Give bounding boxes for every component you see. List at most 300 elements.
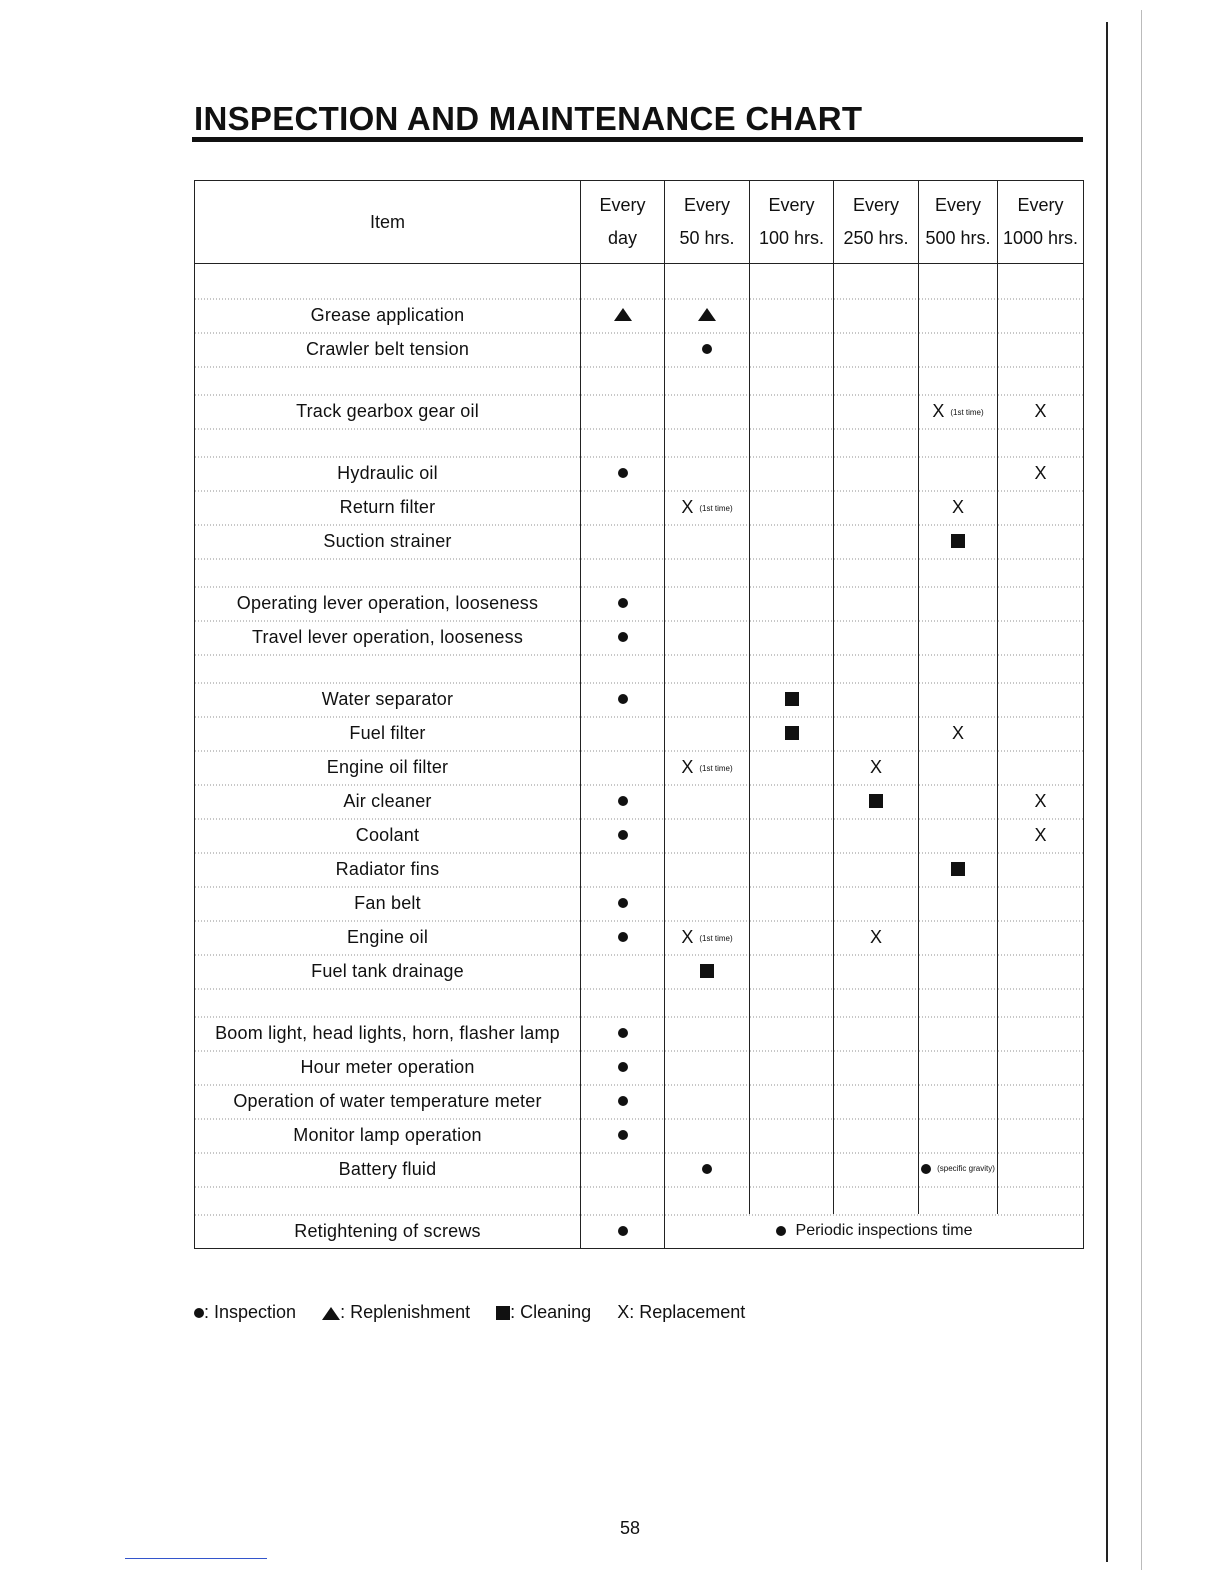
cell-col-3 [834, 818, 919, 852]
cell-col-5 [998, 682, 1084, 716]
mark-replacement [681, 756, 733, 777]
cell-col-4 [919, 490, 998, 524]
mark-inspection [618, 1058, 628, 1075]
cell-col-3 [834, 620, 919, 654]
header-every-1000: Every 1000 hrs. [998, 181, 1084, 264]
item-label: Track gearbox gear oil [195, 394, 581, 428]
replacement-x-mark: X [951, 722, 964, 743]
cell-col-1 [665, 298, 750, 332]
cell-col-4 [919, 920, 998, 954]
cell-col-2 [750, 784, 834, 818]
cell-col-5 [998, 366, 1084, 394]
table-row [195, 1118, 1084, 1152]
cell-col-4 [919, 1084, 998, 1118]
cell-col-0 [581, 886, 665, 920]
cell-col-4 [919, 558, 998, 586]
legend-label: : Replenishment [340, 1302, 471, 1322]
item-label: Engine oil filter [195, 750, 581, 784]
header-every-day: Every day [581, 181, 665, 264]
cell-col-1 [665, 394, 750, 428]
cell-col-2 [750, 332, 834, 366]
cell-col-0 [581, 750, 665, 784]
cell-col-5 [998, 654, 1084, 682]
cell-col-1 [665, 1016, 750, 1050]
mark-inspection [618, 594, 628, 611]
cell-col-1 [665, 750, 750, 784]
mark-inspection [194, 1302, 204, 1322]
gap-row [195, 264, 1084, 299]
cell-col-0 [581, 332, 665, 366]
cell-col-5 [998, 1016, 1084, 1050]
cell-col-1 [665, 366, 750, 394]
table-row [195, 1016, 1084, 1050]
replenishment-triangle-icon [614, 308, 632, 321]
mark-inspection [618, 1126, 628, 1143]
cell-col-0 [581, 988, 665, 1016]
cell-col-2 [750, 1152, 834, 1186]
item-label: Battery fluid [195, 1152, 581, 1186]
cell-col-5 [998, 1152, 1084, 1186]
replacement-x-mark: X [1034, 824, 1047, 845]
cell-col-2 [750, 1084, 834, 1118]
cell-col-5 [998, 852, 1084, 886]
item-label [195, 654, 581, 682]
cell-col-3 [834, 586, 919, 620]
item-label [195, 988, 581, 1016]
cell-col-0 [581, 490, 665, 524]
cell-col-0 [581, 716, 665, 750]
cell-col-5 [998, 750, 1084, 784]
replacement-x-mark: X [1034, 400, 1047, 421]
cell-col-1 [665, 654, 750, 682]
item-label [195, 366, 581, 394]
mark-cleaning [785, 724, 799, 741]
table-row [195, 682, 1084, 716]
cell-col-4 [919, 1186, 998, 1214]
item-label: Operation of water temperature meter [195, 1084, 581, 1118]
cell-col-0 [581, 456, 665, 490]
cell-col-2 [750, 654, 834, 682]
item-label: Retightening of screws [195, 1214, 581, 1249]
item-label [195, 428, 581, 456]
table-row [195, 920, 1084, 954]
cell-col-1 [665, 818, 750, 852]
cell-col-1 [665, 490, 750, 524]
mark-cleaning [496, 1302, 510, 1322]
item-label: Hour meter operation [195, 1050, 581, 1084]
mark-inspection [618, 1222, 628, 1239]
table-row [195, 716, 1084, 750]
inspection-dot-icon [618, 1130, 628, 1140]
cell-col-1 [665, 988, 750, 1016]
mark-inspection [702, 340, 712, 357]
replacement-x-mark: X [617, 1302, 630, 1322]
cell-col-4 [919, 1016, 998, 1050]
cleaning-square-icon [785, 692, 799, 706]
cell-col-3 [834, 1118, 919, 1152]
header-every-100: Every 100 hrs. [750, 181, 834, 264]
mark-replacement [869, 926, 882, 947]
cell-col-0 [581, 394, 665, 428]
cell-col-1 [665, 784, 750, 818]
replacement-x-mark: X [1034, 790, 1047, 811]
item-label: Air cleaner [195, 784, 581, 818]
mark-replacement [869, 756, 882, 777]
cell-col-0 [581, 1186, 665, 1214]
table-row [195, 586, 1084, 620]
cell-col-3 [834, 654, 919, 682]
first-time-note: (1st time) [699, 763, 733, 773]
periodic-note-cell [665, 1214, 1084, 1249]
item-label: Fan belt [195, 886, 581, 920]
cleaning-square-icon [785, 726, 799, 740]
cell-col-4 [919, 818, 998, 852]
table-row [195, 954, 1084, 988]
cell-col-2 [750, 988, 834, 1016]
cell-col-1 [665, 586, 750, 620]
cell-col-4 [919, 1050, 998, 1084]
mark-inspection [921, 1160, 995, 1177]
cell-col-5 [998, 1084, 1084, 1118]
specific-gravity-note: (specific gravity) [937, 1164, 995, 1174]
legend-label: : Cleaning [510, 1302, 592, 1322]
cell-col-2 [750, 394, 834, 428]
cell-col-2 [750, 366, 834, 394]
table-row [195, 886, 1084, 920]
header-every-250: Every 250 hrs. [834, 181, 919, 264]
cell-col-3 [834, 1186, 919, 1214]
cell-col-5 [998, 988, 1084, 1016]
cleaning-square-icon [496, 1306, 510, 1320]
inspection-dot-icon [618, 1226, 628, 1236]
cell-col-5 [998, 524, 1084, 558]
cell-col-0 [581, 298, 665, 332]
cell-col-2 [750, 1050, 834, 1084]
legend-entry [322, 1302, 470, 1322]
cell-col-5 [998, 586, 1084, 620]
mark-inspection [618, 792, 628, 809]
cell-col-3 [834, 852, 919, 886]
cell-col-0 [581, 620, 665, 654]
replacement-x-mark: X [681, 926, 694, 947]
spacer-row [195, 654, 1084, 682]
mark-inspection [618, 1092, 628, 1109]
cell-col-2 [750, 428, 834, 456]
page-title: INSPECTION AND MAINTENANCE CHART [194, 100, 863, 137]
cell-col-5 [998, 558, 1084, 586]
page-number: 58 [620, 1518, 641, 1538]
cell-col-4 [919, 332, 998, 366]
cell-col-3 [834, 920, 919, 954]
cell-col-1 [665, 620, 750, 654]
spacer-row [195, 1186, 1084, 1214]
inspection-dot-icon [618, 1062, 628, 1072]
cell-col-4 [919, 682, 998, 716]
cell-col-5 [998, 1050, 1084, 1084]
inspection-dot-icon [618, 830, 628, 840]
cell-col-5 [998, 784, 1084, 818]
cell-col-3 [834, 988, 919, 1016]
inspection-dot-icon [618, 468, 628, 478]
item-label: Travel lever operation, looseness [195, 620, 581, 654]
item-label: Coolant [195, 818, 581, 852]
cell-col-5 [998, 920, 1084, 954]
table-row [195, 852, 1084, 886]
mark-replacement [951, 722, 964, 743]
spacer-row [195, 366, 1084, 394]
cell-col-4 [919, 784, 998, 818]
mark-cleaning [951, 860, 965, 877]
cell-col-4 [919, 366, 998, 394]
cell-col-1 [665, 1084, 750, 1118]
spacer-row [195, 428, 1084, 456]
mark-replacement [1034, 790, 1047, 811]
cell-col-4 [919, 988, 998, 1016]
cell-col-4 [919, 394, 998, 428]
cell-col-0 [581, 682, 665, 716]
cleaning-square-icon [951, 862, 965, 876]
table-row [195, 332, 1084, 366]
item-label: Fuel tank drainage [195, 954, 581, 988]
cell-col-2 [750, 1118, 834, 1152]
mark-inspection [618, 628, 628, 645]
cell-col-0 [581, 1152, 665, 1186]
table-row [195, 524, 1084, 558]
cell-col-3 [834, 1152, 919, 1186]
cell-col-2 [750, 1016, 834, 1050]
cell-col-2 [750, 920, 834, 954]
cell-col-4 [919, 298, 998, 332]
cell-col-1 [665, 716, 750, 750]
cell-col-2 [750, 886, 834, 920]
item-label [195, 1186, 581, 1214]
cell-col-3 [834, 332, 919, 366]
cell-col-2 [750, 490, 834, 524]
maintenance-chart [194, 180, 1084, 1249]
cell-col-1 [665, 1050, 750, 1084]
cell-col-0 [581, 654, 665, 682]
table-row [195, 750, 1084, 784]
spacer-row [195, 558, 1084, 586]
replenishment-triangle-icon [698, 308, 716, 321]
cell-col-0 [581, 366, 665, 394]
cell-col-3 [834, 1050, 919, 1084]
cell-col-0 [581, 954, 665, 988]
chart-header-row [195, 181, 1084, 264]
legend-entry [496, 1302, 591, 1322]
cell-col-4 [919, 654, 998, 682]
mark-cleaning [700, 962, 714, 979]
cell-col-2 [750, 456, 834, 490]
cleaning-square-icon [869, 794, 883, 808]
cell-col-0 [581, 524, 665, 558]
table-row [195, 1214, 1084, 1249]
item-label: Radiator fins [195, 852, 581, 886]
right-edge-rule [1106, 22, 1108, 1562]
cleaning-square-icon [951, 534, 965, 548]
mark-inspection [618, 690, 628, 707]
cell-col-3 [834, 716, 919, 750]
cell-col-5 [998, 456, 1084, 490]
replenishment-triangle-icon [322, 1307, 340, 1320]
cell-col-4 [919, 954, 998, 988]
inspection-dot-icon [618, 1028, 628, 1038]
table-row [195, 490, 1084, 524]
legend [194, 1302, 771, 1323]
cell-col-0 [581, 428, 665, 456]
cell-every-day [581, 1214, 665, 1249]
cell-col-4 [919, 1118, 998, 1152]
cell-col-0 [581, 818, 665, 852]
mark-replacement [681, 496, 733, 517]
cell-col-1 [665, 332, 750, 366]
table-row [195, 456, 1084, 490]
item-label: Operating lever operation, looseness [195, 586, 581, 620]
cell-col-0 [581, 1084, 665, 1118]
cell-col-3 [834, 298, 919, 332]
cell-col-1 [665, 954, 750, 988]
cell-col-2 [750, 1186, 834, 1214]
cell-col-0 [581, 784, 665, 818]
legend-label: : Replacement [629, 1302, 746, 1322]
cell-col-4 [919, 428, 998, 456]
legend-label: : Inspection [204, 1302, 297, 1322]
cell-col-2 [750, 852, 834, 886]
cell-col-5 [998, 1186, 1084, 1214]
spacer-row [195, 988, 1084, 1016]
cell-col-0 [581, 1050, 665, 1084]
inspection-dot-icon [776, 1226, 786, 1236]
cell-col-3 [834, 954, 919, 988]
cell-col-1 [665, 886, 750, 920]
cell-col-5 [998, 620, 1084, 654]
cell-col-1 [665, 1118, 750, 1152]
mark-replacement [1034, 824, 1047, 845]
cell-col-2 [750, 586, 834, 620]
header-item: Item [195, 181, 581, 264]
cell-col-0 [581, 1118, 665, 1152]
mark-inspection [618, 464, 628, 481]
legend-entry [194, 1302, 296, 1322]
item-label [195, 558, 581, 586]
cell-col-2 [750, 620, 834, 654]
mark-replenishment [322, 1302, 340, 1322]
table-row [195, 1152, 1084, 1186]
cell-col-5 [998, 954, 1084, 988]
cell-col-4 [919, 1152, 998, 1186]
table-row [195, 818, 1084, 852]
cell-col-3 [834, 886, 919, 920]
replacement-x-mark: X [869, 926, 882, 947]
item-label: Grease application [195, 298, 581, 332]
mark-replacement [1034, 462, 1047, 483]
first-time-note: (1st time) [699, 933, 733, 943]
cell-col-3 [834, 1084, 919, 1118]
inspection-dot-icon [921, 1164, 931, 1174]
mark-inspection [702, 1160, 712, 1177]
cell-col-3 [834, 784, 919, 818]
inspection-dot-icon [618, 632, 628, 642]
cell-col-5 [998, 1118, 1084, 1152]
inspection-dot-icon [702, 344, 712, 354]
inspection-dot-icon [618, 694, 628, 704]
cell-col-0 [581, 852, 665, 886]
cell-col-5 [998, 394, 1084, 428]
cell-col-2 [750, 716, 834, 750]
replacement-x-mark: X [932, 400, 945, 421]
inspection-dot-icon [618, 796, 628, 806]
item-label: Monitor lamp operation [195, 1118, 581, 1152]
cell-col-3 [834, 490, 919, 524]
cell-col-0 [581, 920, 665, 954]
item-label: Engine oil [195, 920, 581, 954]
cell-col-2 [750, 750, 834, 784]
inspection-dot-icon [702, 1164, 712, 1174]
inspection-dot-icon [618, 932, 628, 942]
footer-rule [125, 1558, 267, 1559]
item-label: Water separator [195, 682, 581, 716]
cell-col-2 [750, 818, 834, 852]
right-page-edge [1141, 10, 1142, 1570]
cell-col-3 [834, 558, 919, 586]
cell-col-4 [919, 750, 998, 784]
cleaning-square-icon [700, 964, 714, 978]
cell-col-2 [750, 954, 834, 988]
cell-col-4 [919, 456, 998, 490]
replacement-x-mark: X [681, 496, 694, 517]
replacement-x-mark: X [869, 756, 882, 777]
cell-col-5 [998, 886, 1084, 920]
replacement-x-mark: X [951, 496, 964, 517]
cell-col-1 [665, 920, 750, 954]
cell-col-3 [834, 750, 919, 784]
item-label: Fuel filter [195, 716, 581, 750]
item-label: Return filter [195, 490, 581, 524]
cell-col-5 [998, 298, 1084, 332]
mark-replacement [1034, 400, 1047, 421]
table-row [195, 1084, 1084, 1118]
inspection-dot-icon [194, 1308, 204, 1318]
mark-inspection [618, 894, 628, 911]
mark-cleaning [785, 690, 799, 707]
item-label: Suction strainer [195, 524, 581, 558]
cell-col-4 [919, 852, 998, 886]
cell-col-1 [665, 682, 750, 716]
mark-replacement [681, 926, 733, 947]
item-label: Boom light, head lights, horn, flasher lamp [195, 1016, 581, 1050]
cell-col-4 [919, 586, 998, 620]
cell-col-4 [919, 620, 998, 654]
table-row [195, 394, 1084, 428]
first-time-note: (1st time) [699, 503, 733, 513]
cell-col-2 [750, 298, 834, 332]
cell-col-3 [834, 428, 919, 456]
mark-inspection [618, 1024, 628, 1041]
table-row [195, 784, 1084, 818]
table-row [195, 1050, 1084, 1084]
cell-col-2 [750, 558, 834, 586]
cell-col-5 [998, 332, 1084, 366]
cell-col-0 [581, 1016, 665, 1050]
inspection-dot-icon [618, 898, 628, 908]
cell-col-1 [665, 558, 750, 586]
cell-col-3 [834, 456, 919, 490]
replacement-x-mark: X [681, 756, 694, 777]
header-every-50: Every 50 hrs. [665, 181, 750, 264]
cell-col-3 [834, 394, 919, 428]
cell-col-1 [665, 852, 750, 886]
cell-col-5 [998, 716, 1084, 750]
